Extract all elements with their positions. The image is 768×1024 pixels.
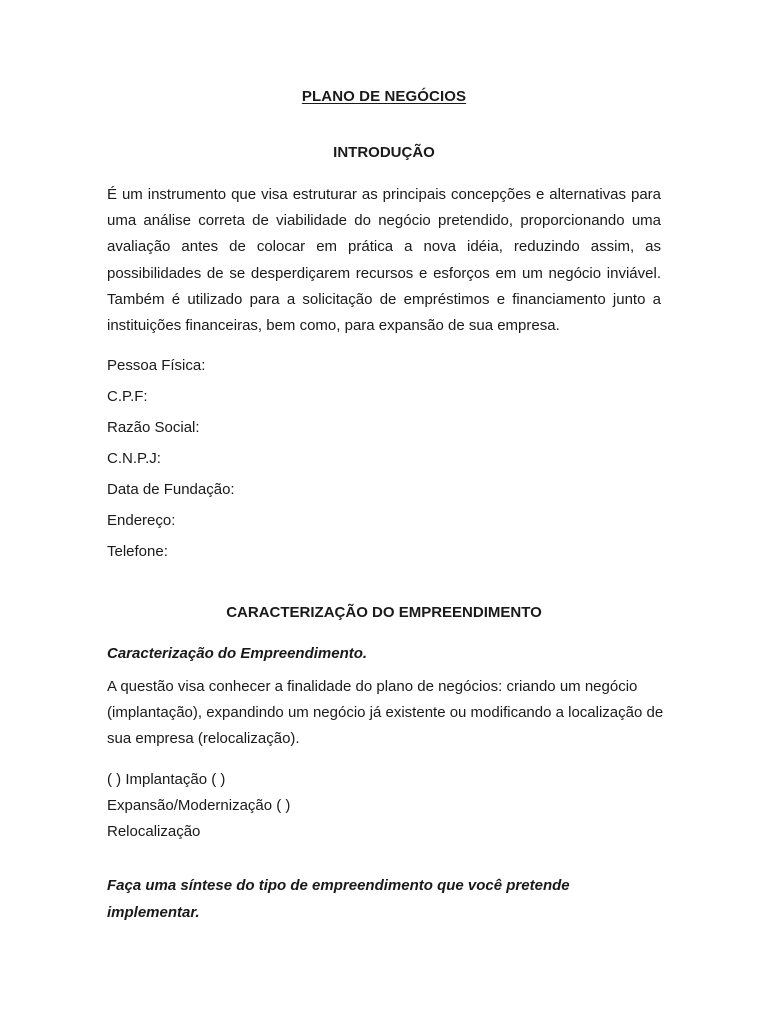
caracterizacao-paragraph: A questão visa conhecer a finalidade do plano de negócios: criando um negócio (implantação), expandindo um negócio já existente ou modificando a localização de sua empresa (relocalização). [107, 678, 664, 748]
caracterizacao-subheading: Caracterização do Empreendimento. [107, 645, 368, 662]
identification-fields [107, 355, 661, 572]
option-relocalizacao: Relocalização [107, 823, 201, 841]
option-implantacao: ( ) Implantação ( ) [107, 771, 226, 788]
field-endereco: Endereço: [107, 512, 176, 529]
intro-paragraph: É um instrumento que visa estruturar as principais concepções e alternativas para uma análise correta de viabilidade do negócio pretendido, proporcionando uma avaliação antes de colocar em prática a nova idéia, reduzindo assim, as possibilidades de se desperdiçarem recursos e esforços em um negócio inviável. Também é utilizado para a solicitação de empréstimos e financiamento junto a instituições financeiras, bem como, para expansão de sua empresa. [107, 186, 661, 335]
field-telefone: Telefone: [107, 543, 168, 560]
field-cpf: C.P.F: [107, 388, 148, 405]
enterprise-type-options [107, 767, 290, 846]
caracterizacao-heading: CARACTERIZAÇÃO DO EMPREENDIMENTO [226, 604, 542, 621]
field-cnpj: C.N.P.J: [107, 450, 161, 467]
option-expansao: Expansão/Modernização ( ) [107, 797, 291, 815]
synthesis-prompt: Faça uma síntese do tipo de empreendimento que você pretende implementar. [107, 877, 570, 921]
document-title: PLANO DE NEGÓCIOS [301, 88, 467, 105]
field-data-fundacao: Data de Fundação: [107, 481, 235, 498]
field-pessoa-fisica: Pessoa Física: [107, 357, 206, 374]
intro-heading: INTRODUÇÃO [333, 144, 435, 161]
field-razao-social: Razão Social: [107, 419, 200, 436]
